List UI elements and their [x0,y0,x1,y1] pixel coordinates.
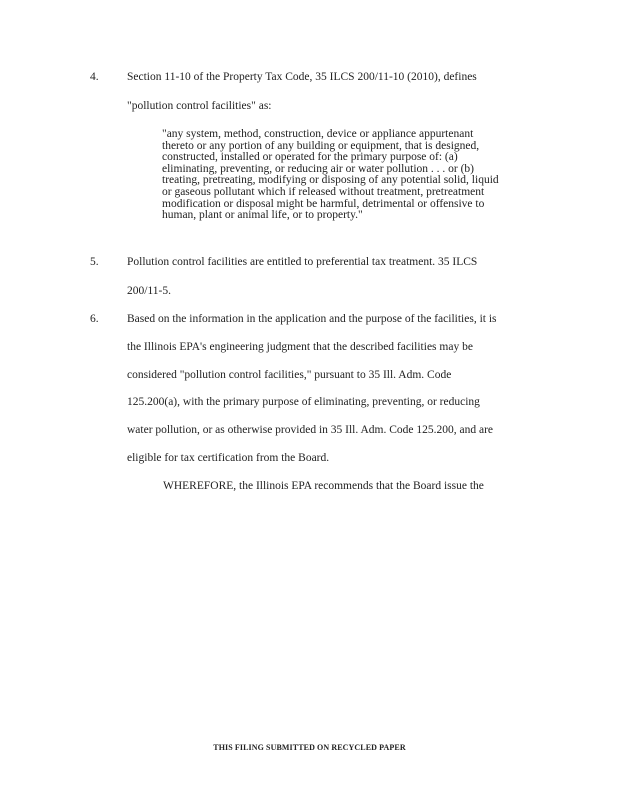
item-6-line-6: eligible for tax certification from the Board. [127,452,330,464]
item-6-line-4: 125.200(a), with the primary purpose of eliminating, preventing, or reducing [127,396,480,408]
item-number-6: 6. [90,313,99,325]
quote-line: or gaseous pollutant which if released without treatment, pretreatment [162,185,485,198]
item-6-line-1: Based on the information in the application and the purpose of the facilities, it is [127,313,497,325]
item-6-line-2: the Illinois EPA's engineering judgment that the described facilities may be [127,341,473,353]
page-footer: THIS FILING SUBMITTED ON RECYCLED PAPER [213,743,406,752]
quote-line: thereto or any portion of any building or equipment, that is designed, [162,139,480,152]
quote-line: "any system, method, construction, device or appliance appurtenant [162,128,474,140]
item-number-5: 5. [90,256,99,268]
quote-line: eliminating, preventing, or reducing air or water pollution . . . or (b) [162,162,475,175]
item-4-line-2: "pollution control facilities" as: [127,100,272,112]
quote-line: constructed, installed or operated for the primary purpose of: (a) [162,151,458,164]
item-6-line-3: considered "pollution control facilities," pursuant to 35 Ill. Adm. Code [127,369,452,381]
quote-line: treating, pretreating, modifying or disposing of any potential solid, liquid [162,174,499,187]
closing-paragraph: WHEREFORE, the Illinois EPA recommends that the Board issue the [163,480,484,492]
item-5-line-2: 200/11-5. [127,285,171,297]
quote-line: human, plant or animal life, or to property." [162,209,363,222]
item-5-line-1: Pollution control facilities are entitled to preferential tax treatment. 35 ILCS [127,256,478,268]
item-4-line-1: Section 11-10 of the Property Tax Code, 35 ILCS 200/11-10 (2010), defines [127,71,477,83]
block-quote [162,129,522,222]
item-6-line-5: water pollution, or as otherwise provided in 35 Ill. Adm. Code 125.200, and are [127,424,494,436]
item-number-4: 4. [90,71,99,83]
quote-line: modification or disposal might be harmful, detrimental or offensive to [162,197,485,210]
